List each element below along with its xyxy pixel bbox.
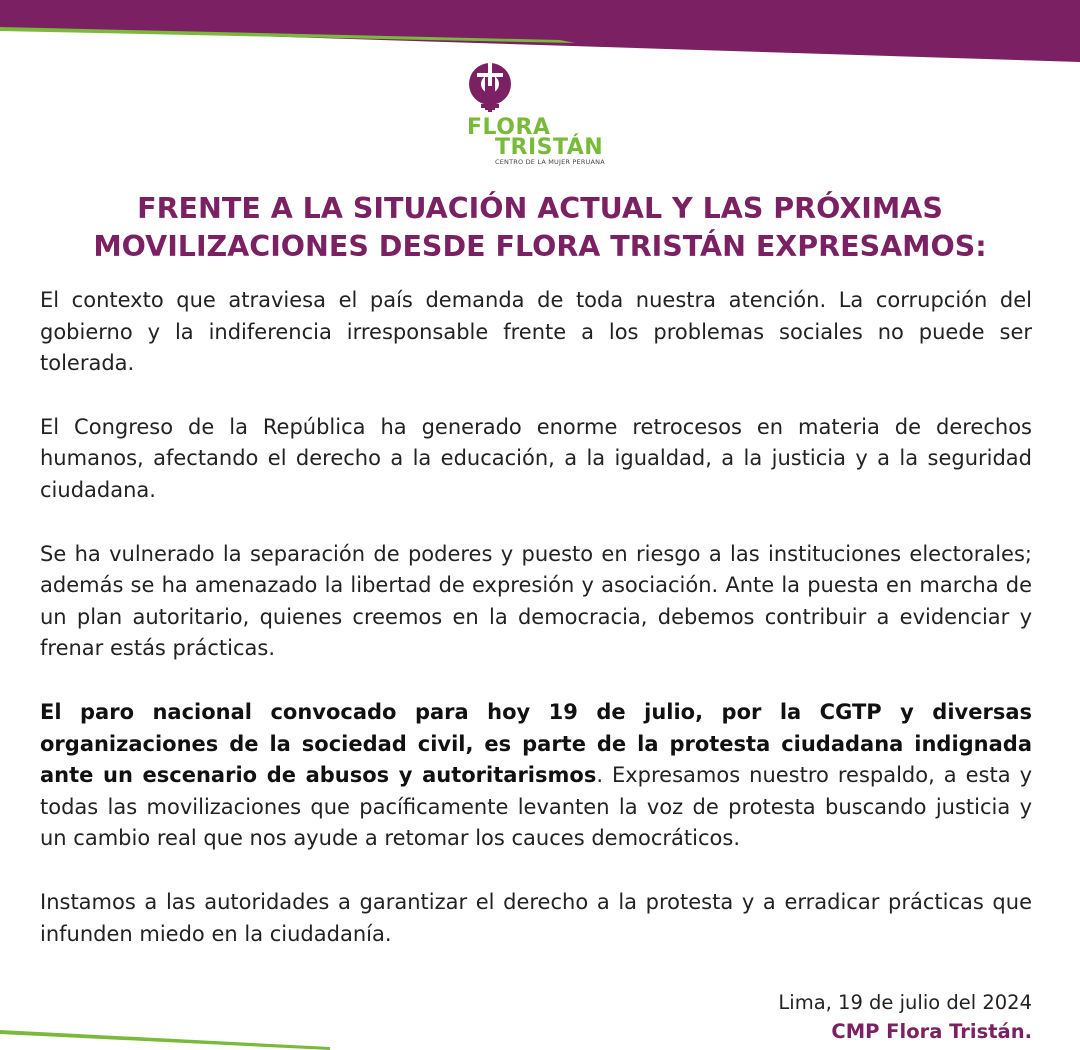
signature — [778, 988, 1032, 1046]
paragraph-4 — [40, 697, 1032, 855]
paragraph-1: El contexto que atraviesa el país demanda de toda nuestra atención. La corrupción del gobierno y la indiferencia irresponsable frente a los problemas sociales no puede ser tolerada. — [40, 288, 1032, 376]
paragraph-2: El Congreso de la República ha generado enorme retrocesos en materia de derechos humanos, afectando el derecho a la educación, a la igualdad, a la justicia y a la seguridad ciudadana. — [40, 414, 1032, 502]
signature-org: CMP Flora Tristán. — [831, 1020, 1032, 1043]
paragraph-3: Se ha vulnerado la separación de poderes y puesto en riesgo a las instituciones electorales; además se ha amenazado la libertad de expresión y asociación. Ante la puesta en marcha de un plan autoritario, quienes creemos en la democracia, debemos contribuir a evidenciar y frenar estás prácticas. — [40, 541, 1032, 661]
page-title — [20, 190, 1060, 266]
logo-line-flora: FLORA — [467, 115, 551, 140]
logo-line-tristan: TRISTÁN — [495, 135, 604, 160]
title-line-2: MOVILIZACIONES DESDE FLORA TRISTÁN EXPRESAMOS: — [93, 230, 987, 263]
logo-wordmark — [467, 115, 627, 166]
place-date: Lima, 19 de julio del 2024 — [778, 991, 1032, 1014]
paragraph-5: Instamos a las autoridades a garantizar el derecho a la protesta y a erradicar prácticas que infunden miedo en la ciudadanía. — [40, 889, 1032, 946]
paragraph-4-bold: El paro nacional convocado para hoy 19 de julio, por la CGTP y diversas organizaciones de la sociedad civil, es parte de la protesta ciudadana indignada ante un escenario de abusos y autoritarismos — [40, 699, 1032, 788]
title-line-1: FRENTE A LA SITUACIÓN ACTUAL Y LAS PRÓXIMAS — [137, 192, 943, 225]
paragraph-4-rest: . Expresamos nuestro respaldo, a esta y todas las movilizaciones que pacíficamente levanten la voz de protesta buscando justicia y un cambio real que nos ayude a retomar los cauces democráticos. — [40, 763, 1032, 851]
statement-body — [40, 285, 1032, 982]
logo — [0, 0, 1080, 180]
bottom-green-line — [0, 1030, 330, 1050]
logo-subtitle: CENTRO DE LA MUJER PERUANA — [495, 158, 605, 166]
